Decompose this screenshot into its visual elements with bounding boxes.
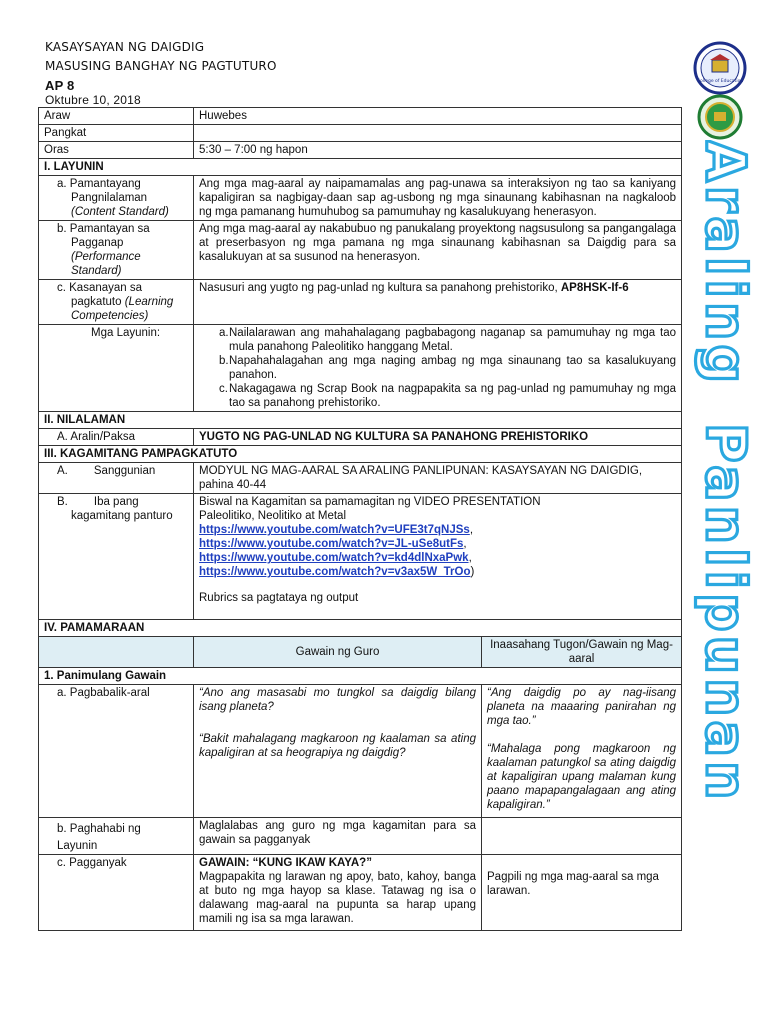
performance-standard-text: Ang mga mag-aaral ay nakabubuo ng panukalang proyektong nagsusulong sa pangangalaga at preserbasyon ng mga pamana ng mga sinaunang kabihasnan sa Daigdig para sa kasalukuyan at sa susunod na henerasyon. [194,221,682,280]
logos [690,40,750,144]
objective-item: a. Nailalarawan ang mahahalagang pagbabagong naganap sa pamumuhay ng mga tao mula panahong Paleolitiko hanggang Metal. [219,327,677,354]
content-standard-row [39,176,682,221]
paghahabi-guro: Maglalabas ang guro ng mga kagamitan para sa gawain sa pagganyak [194,817,482,854]
pamamaraan-header-row [39,636,682,667]
araling-panlipunan-text: AralingPanlipunan [694,140,752,804]
video-link-3[interactable]: https://www.youtube.com/watch?v=kd4dlNxaPwk [199,552,469,565]
section-nilalaman: II. NILALAMAN [39,412,682,429]
video-link-4[interactable]: https://www.youtube.com/watch?v=v3ax5W_TrOo [199,566,471,579]
sanggunian-label: A. Sanggunian [39,463,194,494]
content-standard-label: a. Pamantayang Pangnilalaman (Content Standard) [39,176,194,221]
competencies-label: c. Kasanayan sa pagkatuto (Learning Competencies) [39,280,194,325]
svg-text:College of Education: College of Education [696,79,744,84]
competency-code: AP8HSK-If-6 [560,282,629,295]
section-layunin: I. LAYUNIN [39,159,682,176]
araw-value: Huwebes [194,108,682,125]
video-link-2[interactable]: https://www.youtube.com/watch?v=JL-uSe8utFs [199,538,464,551]
competencies-text: Nasusuri ang yugto ng pag-unlad ng kultura sa panahong prehistoriko, AP8HSK-If-6 [194,280,682,325]
paghahabi-row [39,817,682,854]
performance-standard-row [39,221,682,280]
col-gawain-guro: Gawain ng Guro [194,636,482,667]
pagbabalik-aral-magaaral: “Ang daigdig po ay nag-iisang planeta na maaaring panirahan ng mga tao.” “Mahalaga pong magkaroon ng kaalaman patungkol sa ating daigdig at kapaligiran upang malaman kung paano mapapangalagaan ang ating kapaligiran.” [482,684,682,817]
aralin-topic: YUGTO NG PAG-UNLAD NG KULTURA SA PANAHONG PREHISTORIKO [194,429,682,446]
pagbabalik-aral-guro: “Ano ang masasabi mo tungkol sa daigdig bilang isang planeta? “Bakit mahalagang magkaroon ng kaalaman sa ating kapaligiran at sa heograpiya ng daigdig? [194,684,482,817]
video-link-1[interactable]: https://www.youtube.com/watch?v=UFE3t7qNJSs [199,524,470,537]
pagganyak-guro: GAWAIN: “KUNG IKAW KAYA?” Magpapakita ng larawan ng apoy, bato, kahoy, banga at buto ng mga hayop sa klase. Tatawag ng isa o dalawang mag-aaral na pupunta sa harap upang mamili ng isa sa mga larawan. [194,854,482,930]
pagganyak-label: c. Pagganyak [39,854,194,930]
araw-row [39,108,682,125]
lesson-plan-table [38,107,682,931]
kagamitan-text: Biswal na Kagamitan sa pamamagitan ng VIDEO PRESENTATION Paleolitiko, Neolitiko at Metal https://www.youtube.com/watch?v=UFE3t7qNJSs, https://www.youtube.com/watch?v=JL-uSe8utFs, https://www.youtube.com/watch?v=kd4dlNxaPwk, https://www.youtube.com/watch?v=v3ax5W_TrOo) Rubrics sa pagtataya ng output [194,494,682,619]
header-title: KASAYSAYAN NG DAIGDIG [45,40,205,54]
header-subtitle: MASUSING BANGHAY NG PAGTUTURO [45,59,277,73]
objectives-list [194,325,682,412]
objective-item: b. Napahahalagahan ang mga naging ambag ng mga sinaunang tao sa kasalukuyang panahon. [219,355,677,382]
pangkat-label: Pangkat [39,125,194,142]
oras-row [39,142,682,159]
kagamitan-row [39,494,682,619]
subject-code: AP 8 [45,78,75,93]
pagbabalik-aral-row [39,684,682,817]
araw-label: Araw [39,108,194,125]
kagamitan-label: B. Iba pang kagamitang panturo [39,494,194,619]
pagbabalik-aral-label: a. Pagbabalik-aral [39,684,194,817]
pangkat-row [39,125,682,142]
rubrics-text: Rubrics sa pagtataya ng output [199,592,359,605]
aralin-row [39,429,682,446]
pagganyak-magaaral: Pagpili ng mga mag-aaral sa mga larawan. [482,854,682,930]
oras-label: Oras [39,142,194,159]
competencies-row [39,280,682,325]
objective-item: c. Nakagagawa ng Scrap Book na nagpapakita sa ng pag-unlad ng pamumuhay ng mga tao sa panahong prehistoriko. [219,383,677,410]
performance-standard-label: b. Pamantayan sa Pagganap (Performance Standard) [39,221,194,280]
col-gawain-magaaral: Inaasahang Tugon/Gawain ng Mag-aaral [482,636,682,667]
paghahabi-label: b. Paghahabi ng Layunin [39,817,194,854]
date: Oktubre 10, 2018 [45,93,141,107]
objectives-row [39,325,682,412]
objectives-label: Mga Layunin: [39,325,194,412]
section-pamamaraan: IV. PAMAMARAAN [39,619,682,636]
content-standard-text: Ang mga mag-aaral ay naipamamalas ang pag-unawa sa interaksiyon ng tao sa kaniyang kapaligiran sa nagbigay-daan sap ag-usbong ng mga sinaunang kabihasnan na nagkaloob ng mga pamanang humuhubog sa pamumuhay ng kasalukuyang henerasyon. [194,176,682,221]
aralin-label: A. Aralin/Paksa [39,429,194,446]
sanggunian-row [39,463,682,494]
section-kagamitan: III. KAGAMITANG PAMPAGKATUTO [39,446,682,463]
sidebar-title [692,140,752,944]
college-of-education-logo [690,40,750,140]
pangkat-value [194,125,682,142]
oras-value: 5:30 – 7:00 ng hapon [194,142,682,159]
sanggunian-text: MODYUL NG MAG-AARAL SA ARALING PANLIPUNAN: KASAYSAYAN NG DAIGDIG, pahina 40-44 [194,463,682,494]
panimulang-gawain: 1. Panimulang Gawain [39,667,682,684]
pagganyak-row [39,854,682,930]
